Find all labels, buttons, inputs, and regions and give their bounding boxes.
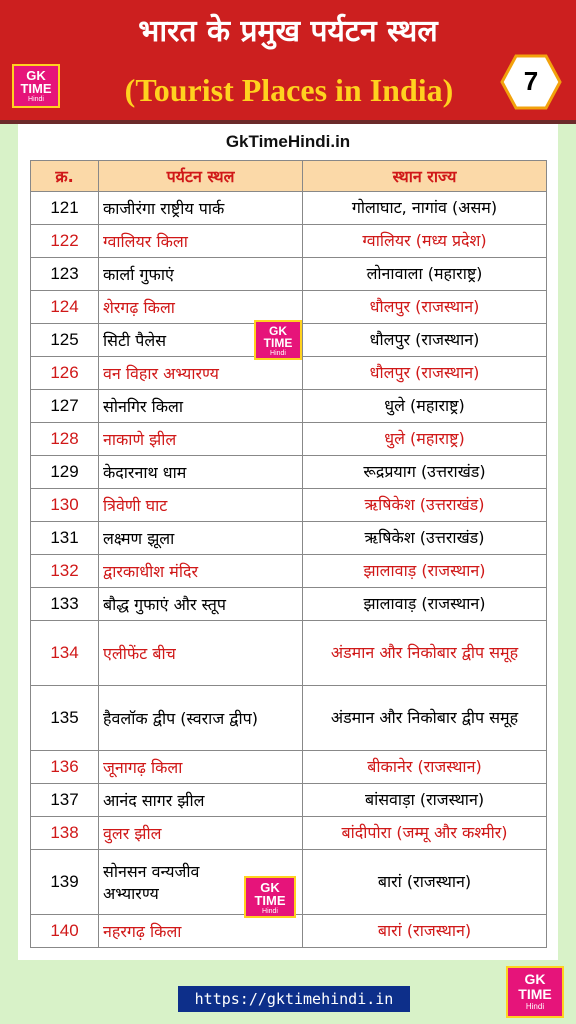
page-number: 7 — [523, 66, 539, 96]
gk-time-footer-logo: GK TIME Hindi — [506, 966, 564, 1018]
place-state: गोलाघाट, नागांव (असम) — [303, 192, 547, 225]
place-state: बारां (राजस्थान) — [303, 850, 547, 915]
row-number: 138 — [31, 817, 99, 850]
place-state: ऋषिकेश (उत्तराखंड) — [303, 522, 547, 555]
place-state: ग्वालियर (मध्य प्रदेश) — [303, 225, 547, 258]
place-state: अंडमान और निकोबार द्वीप समूह — [303, 621, 547, 686]
table-row — [31, 192, 547, 225]
place-state: बांसवाड़ा (राजस्थान) — [303, 784, 547, 817]
content-card — [18, 124, 558, 960]
row-number: 139 — [31, 850, 99, 915]
row-number: 137 — [31, 784, 99, 817]
place-state: ऋषिकेश (उत्तराखंड) — [303, 489, 547, 522]
place-name: आनंद सागर झील — [99, 784, 303, 817]
column-header-number: क्र. — [31, 161, 99, 192]
row-number: 130 — [31, 489, 99, 522]
place-state: धौलपुर (राजस्थान) — [303, 357, 547, 390]
place-name: द्वारकाधीश मंदिर — [99, 555, 303, 588]
place-name: एलीफेंट बीच — [99, 621, 303, 686]
row-number: 132 — [31, 555, 99, 588]
table-row — [31, 423, 547, 456]
table-row — [31, 751, 547, 784]
place-name: हैवलॉक द्वीप (स्वराज द्वीप) — [99, 686, 303, 751]
row-number: 131 — [31, 522, 99, 555]
place-name: जूनागढ़ किला — [99, 751, 303, 784]
row-number: 140 — [31, 915, 99, 948]
row-number: 124 — [31, 291, 99, 324]
place-name: केदारनाथ धाम — [99, 456, 303, 489]
row-number: 127 — [31, 390, 99, 423]
table-row — [31, 522, 547, 555]
place-name: सोनसन वन्यजीव अभ्यारण्य — [99, 850, 303, 915]
table-row — [31, 686, 547, 751]
table-row — [31, 258, 547, 291]
gk-time-watermark-logo: GK TIME Hindi — [254, 320, 302, 360]
row-number: 123 — [31, 258, 99, 291]
row-number: 126 — [31, 357, 99, 390]
place-name: लक्ष्मण झूला — [99, 522, 303, 555]
place-state: धौलपुर (राजस्थान) — [303, 324, 547, 357]
place-name: वन विहार अभ्यारण्य — [99, 357, 303, 390]
column-header-state: स्थान राज्य — [303, 161, 547, 192]
table-row — [31, 489, 547, 522]
place-state: धुले (महाराष्ट्र) — [303, 423, 547, 456]
gk-time-logo: GK TIME Hindi — [12, 64, 60, 108]
place-state: धौलपुर (राजस्थान) — [303, 291, 547, 324]
row-number: 128 — [31, 423, 99, 456]
row-number: 122 — [31, 225, 99, 258]
place-name: त्रिवेणी घाट — [99, 489, 303, 522]
row-number: 121 — [31, 192, 99, 225]
place-state: झालावाड़ (राजस्थान) — [303, 588, 547, 621]
place-state: बांदीपोरा (जम्मू और कश्मीर) — [303, 817, 547, 850]
row-number: 135 — [31, 686, 99, 751]
table-row — [31, 588, 547, 621]
row-number: 134 — [31, 621, 99, 686]
column-header-place: पर्यटन स्थल — [99, 161, 303, 192]
place-state: बारां (राजस्थान) — [303, 915, 547, 948]
table-row — [31, 621, 547, 686]
table-row — [31, 456, 547, 489]
place-name: ग्वालियर किला — [99, 225, 303, 258]
place-name: कार्ला गुफाएं — [99, 258, 303, 291]
place-state: झालावाड़ (राजस्थान) — [303, 555, 547, 588]
site-name: GkTimeHindi.in — [225, 132, 351, 151]
table-row — [31, 817, 547, 850]
place-name: बौद्ध गुफाएं और स्तूप — [99, 588, 303, 621]
tourist-places-table — [30, 160, 547, 948]
title-english: (Tourist Places in India) — [124, 72, 454, 108]
table-row — [31, 915, 547, 948]
place-name: सिटी पैलेस — [99, 324, 303, 357]
place-name: सोनगिर किला — [99, 390, 303, 423]
place-state: लोनावाला (महाराष्ट्र) — [303, 258, 547, 291]
row-number: 129 — [31, 456, 99, 489]
table-row — [31, 390, 547, 423]
place-state: धुले (महाराष्ट्र) — [303, 390, 547, 423]
table-row — [31, 225, 547, 258]
place-name: वुलर झील — [99, 817, 303, 850]
gk-time-watermark-logo: GK TIME Hindi — [244, 876, 296, 918]
table-row — [31, 291, 547, 324]
place-name: शेरगढ़ किला — [99, 291, 303, 324]
place-state: रूद्रप्रयाग (उत्तराखंड) — [303, 456, 547, 489]
place-state: अंडमान और निकोबार द्वीप समूह — [303, 686, 547, 751]
place-name: काजीरंगा राष्ट्रीय पार्क — [99, 192, 303, 225]
row-number: 125 — [31, 324, 99, 357]
title-hindi: भारत के प्रमुख पर्यटन स्थल — [138, 14, 438, 49]
table-row — [31, 357, 547, 390]
row-number: 136 — [31, 751, 99, 784]
row-number: 133 — [31, 588, 99, 621]
place-name: नहरगढ़ किला — [99, 915, 303, 948]
website-link[interactable]: https://gktimehindi.in — [178, 986, 410, 1012]
table-row — [31, 555, 547, 588]
table-header-row — [31, 161, 547, 192]
place-name: नाकाणे झील — [99, 423, 303, 456]
header-banner — [0, 0, 576, 124]
place-state: बीकानेर (राजस्थान) — [303, 751, 547, 784]
table-row — [31, 784, 547, 817]
